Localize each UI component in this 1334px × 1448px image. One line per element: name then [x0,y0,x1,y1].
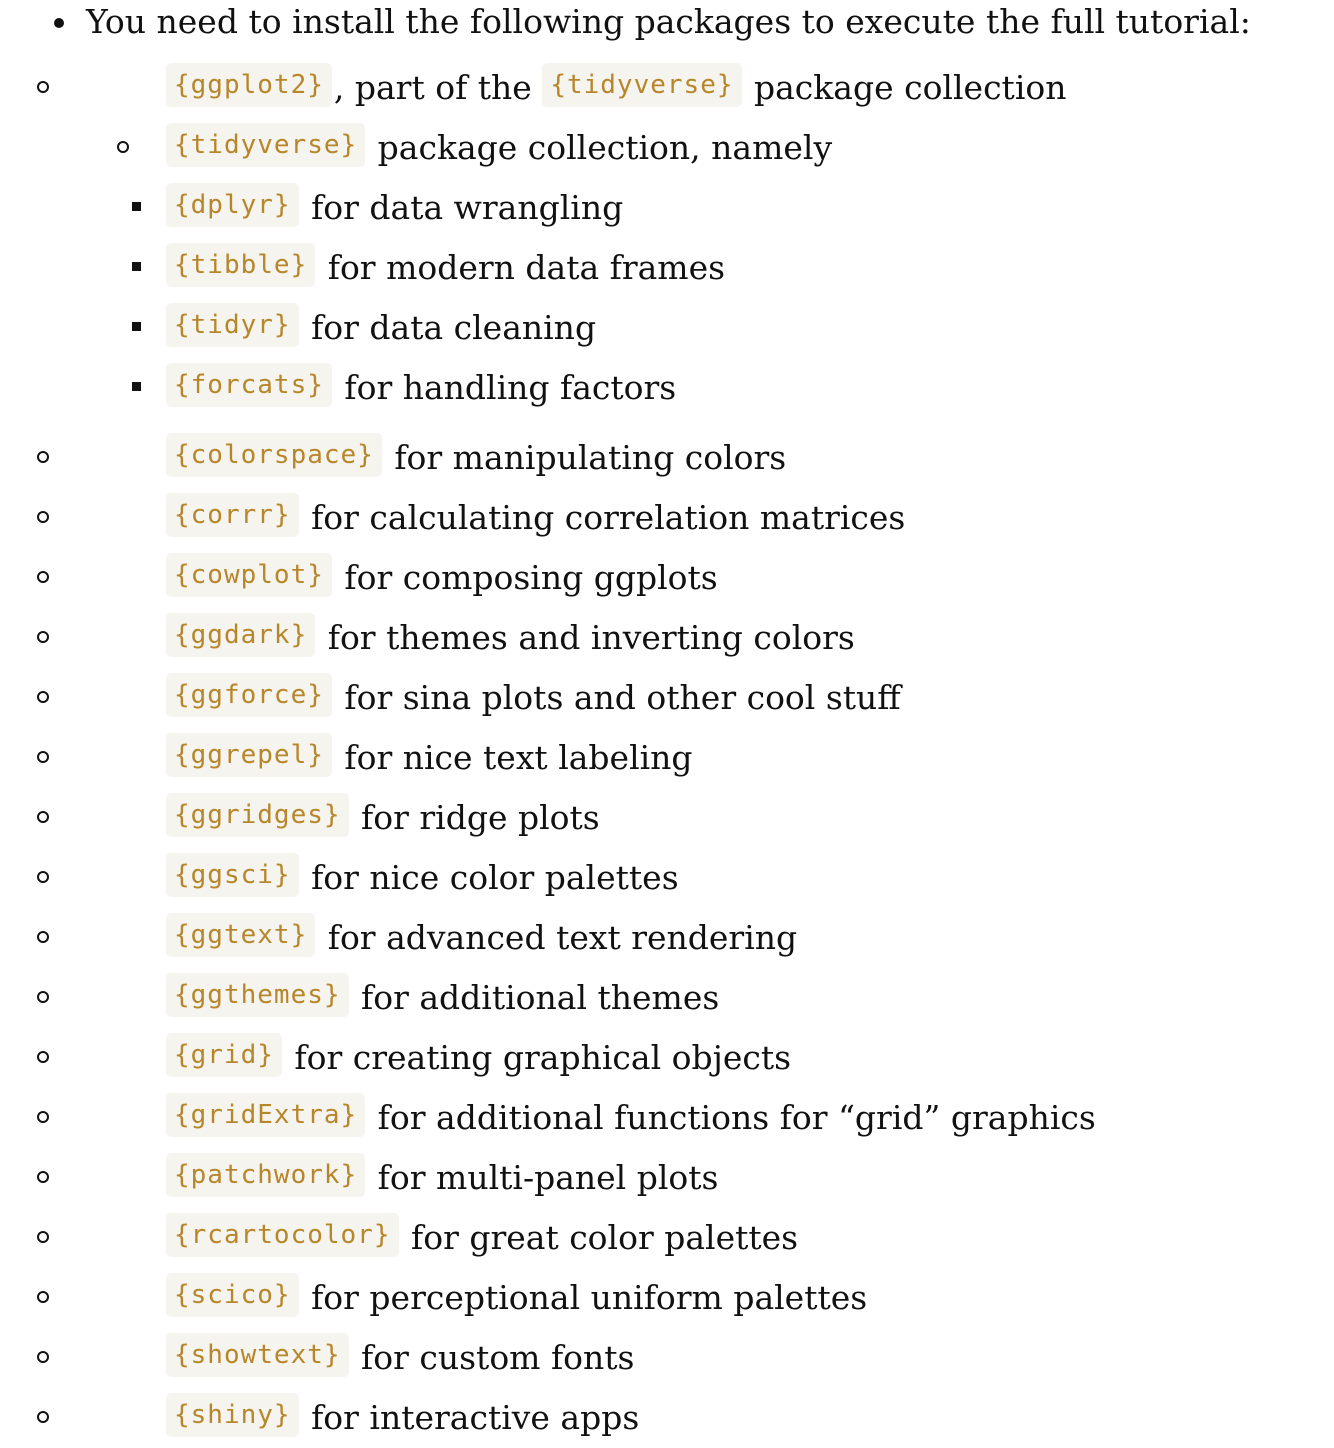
circle-bullet [37,631,49,643]
package-name: {dplyr} [166,183,299,227]
package-description: for data cleaning [300,308,597,347]
circle-bullet [37,931,49,943]
package-description: for composing ggplots [333,558,718,597]
list-item [86,1326,1334,1386]
package-list [86,56,1334,1446]
list-item [86,726,1334,786]
circle-bullet [37,1411,49,1423]
circle-bullet [37,1051,49,1063]
circle-bullet [37,451,49,463]
disc-bullet [54,18,64,28]
list-item [166,236,1334,296]
circle-bullet [37,751,49,763]
package-name: {corrr} [166,493,299,537]
package-name: {ggforce} [166,673,332,717]
circle-bullet [37,571,49,583]
package-description: for additional functions for “grid” graphics [367,1098,1096,1137]
package-name: {tibble} [166,243,315,287]
list-item [86,486,1334,546]
circle-bullet [37,691,49,703]
package-description: , part of the [333,68,543,107]
circle-bullet [37,1171,49,1183]
square-bullet [132,322,141,331]
tidyverse-sublist [166,176,1334,416]
package-name: {scico} [166,1273,299,1317]
list-item [166,296,1334,356]
circle-bullet [37,1291,49,1303]
list-item [86,1206,1334,1266]
package-name: {rcartocolor} [166,1213,399,1257]
package-name: {gridExtra} [166,1093,365,1137]
package-description: for handling factors [333,368,677,407]
package-name: {ggrepel} [166,733,332,777]
package-name: {ggsci} [166,853,299,897]
list-item [86,606,1334,666]
list-item [86,1386,1334,1446]
circle-bullet [117,141,129,153]
list-item [86,546,1334,606]
circle-bullet [37,811,49,823]
list-item [86,1026,1334,1086]
package-name: {ggthemes} [166,973,349,1017]
package-description: package collection, namely [367,128,833,167]
package-description: for manipulating colors [383,438,787,477]
list-item [86,906,1334,966]
square-bullet [132,382,141,391]
list-item [86,786,1334,846]
package-description: for multi-panel plots [367,1158,719,1197]
list-item [166,176,1334,236]
list-item [86,1266,1334,1326]
circle-bullet [37,511,49,523]
package-name: {colorspace} [166,433,382,477]
package-description: for interactive apps [300,1398,640,1437]
circle-bullet [37,81,49,93]
package-description: package collection [743,68,1067,107]
package-description: for advanced text rendering [317,918,798,957]
list-item [86,56,1334,116]
package-description: for creating graphical objects [283,1038,792,1077]
list-item [86,116,1334,416]
circle-bullet [37,991,49,1003]
list-item [86,1146,1334,1206]
package-description: for modern data frames [317,248,726,287]
package-description: for great color palettes [400,1218,799,1257]
package-name: {grid} [166,1033,282,1077]
square-bullet [132,202,141,211]
package-name: {ggridges} [166,793,349,837]
package-description: for themes and inverting colors [317,618,855,657]
package-name: {forcats} [166,363,332,407]
circle-bullet [37,1351,49,1363]
list-item [86,426,1334,486]
package-name: {ggdark} [166,613,315,657]
list-item [86,1086,1334,1146]
list-item [86,846,1334,906]
circle-bullet [37,871,49,883]
intro-text: You need to install the following packages to execute the full tutorial: [86,2,1251,41]
package-description: for sina plots and other cool stuff [333,678,901,717]
package-name: {cowplot} [166,553,332,597]
package-description: for data wrangling [300,188,624,227]
package-description: for perceptional uniform palettes [300,1278,868,1317]
package-name: {tidyverse} [542,63,741,107]
package-name: {tidyverse} [166,123,365,167]
package-description: for nice color palettes [300,858,679,897]
package-description: for ridge plots [350,798,600,837]
package-description: for nice text labeling [333,738,693,777]
package-name: {ggtext} [166,913,315,957]
package-name: {ggplot2} [166,63,332,107]
package-description: for additional themes [350,978,720,1017]
square-bullet [132,262,141,271]
list-item [166,356,1334,416]
list-item [86,966,1334,1026]
package-name: {tidyr} [166,303,299,347]
package-name: {shiny} [166,1393,299,1437]
circle-bullet [37,1111,49,1123]
package-name: {patchwork} [166,1153,365,1197]
package-description: for custom fonts [350,1338,635,1377]
package-description: for calculating correlation matrices [300,498,906,537]
list-item [86,666,1334,726]
circle-bullet [37,1231,49,1243]
package-name: {showtext} [166,1333,349,1377]
